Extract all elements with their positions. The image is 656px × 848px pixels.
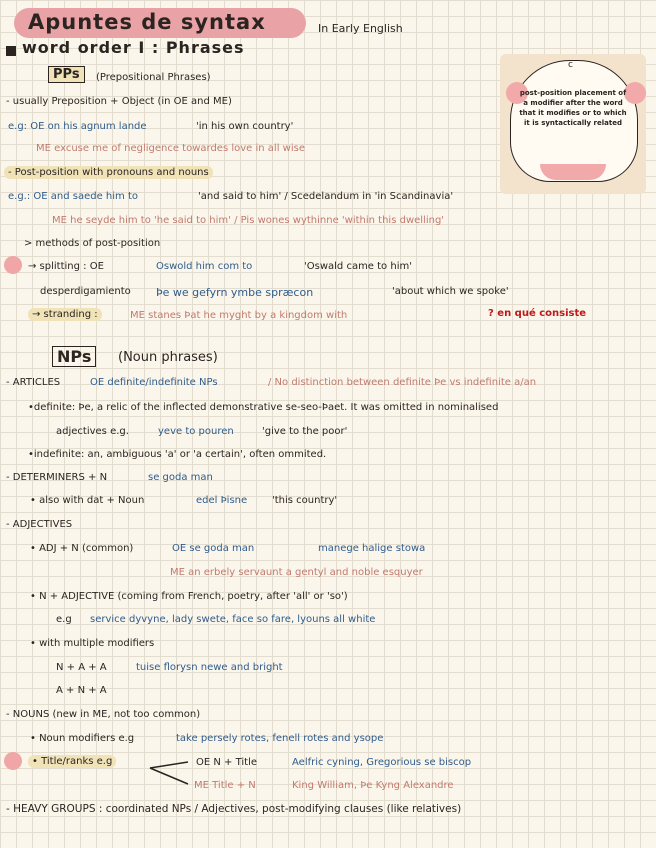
pps-box: PPs	[48, 66, 85, 83]
nps-subtitle: (Noun phrases)	[118, 350, 218, 365]
line-dat-noun-gloss: 'this country'	[272, 495, 338, 506]
line-adjectives-eg: adjectives e.g.	[56, 426, 129, 437]
section-heading-phrases: word order I : Phrases	[22, 38, 245, 57]
line-noun-modifiers: • Noun modifiers e.g	[30, 733, 135, 744]
line-adj-n-oe: OE se goda man	[172, 543, 255, 554]
line-postposition: - Post-position with pronouns and nouns	[4, 166, 213, 179]
line-stranding-ex: ME stanes Þat he myght by a kingdom with	[130, 310, 348, 321]
line-me-excuse: ME excuse me of negligence towardes love in all wise	[36, 143, 305, 154]
line-usually: - usually Preposition + Object (in OE and ME)	[6, 96, 232, 107]
pink-dot	[4, 256, 22, 274]
pink-dot-2	[4, 752, 22, 770]
line-title-me-ex: King William, Þe Kyng Alexandre	[292, 780, 454, 791]
line-multiple: • with multiple modifiers	[30, 638, 155, 649]
line-title-oe: OE N + Title	[196, 757, 258, 768]
line-naa: N + A + A	[56, 662, 107, 673]
line-eg-said-gloss: 'and said to him' / Scedelandum in 'in Scandinavia'	[198, 191, 454, 202]
line-desperdigamiento-ex: Þe we gefyrn ymbe spræcon	[156, 286, 314, 299]
line-noun-modifiers-ex: take persely rotes, fenell rotes and ysope	[176, 733, 384, 744]
sticker-text: post-position placement of a modifier after the word that it modifies or to which it is syntactically related	[519, 89, 627, 127]
line-eg-said: e.g.: OE and saede him to	[8, 191, 139, 202]
line-splitting: → splitting : OE	[28, 261, 104, 272]
line-splitting-gloss: 'Oswald came to him'	[304, 261, 412, 272]
line-desperdigamiento: desperdigamiento	[40, 286, 131, 297]
line-title-me: ME Title + N	[194, 780, 256, 791]
line-articles: - ARTICLES	[6, 377, 61, 388]
line-methods: > methods of post-position	[24, 238, 161, 249]
line-determiners: - DETERMINERS + N	[6, 472, 108, 483]
line-desperdigamiento-gloss: 'about which we spoke'	[392, 286, 509, 297]
line-title-ranks: • Title/ranks e.g	[28, 755, 116, 768]
line-nouns: - NOUNS (new in ME, not too common)	[6, 709, 201, 720]
line-eg-oe-gloss: 'in his own country'	[196, 121, 294, 132]
line-articles-oe: OE definite/indefinite NPs	[90, 377, 218, 388]
line-n-adj: • N + ADJECTIVE (coming from French, poetry, after 'all' or 'so')	[30, 591, 348, 602]
line-adj-n-oe2: manege halige stowa	[318, 543, 426, 554]
line-adjectives-gloss: 'give to the poor'	[262, 426, 348, 437]
line-adj-n-me: ME an erbely servaunt a gentyl and noble esquyer	[170, 567, 423, 578]
line-title-oe-ex: Aelfric cyning, Gregorious se biscop	[292, 757, 472, 768]
bullet-square	[6, 46, 16, 56]
pps-subtitle: (Prepositional Phrases)	[96, 72, 211, 83]
page-title: Apuntes de syntax	[28, 10, 266, 34]
line-indefinite: •indefinite: an, ambiguous 'a' or 'a certain', often ommited.	[28, 449, 327, 460]
line-me-seyde: ME he seyde him to 'he said to him' / Pis wones wythinne 'within this dwelling'	[52, 215, 445, 226]
line-dat-noun-ex: edel Þisne	[196, 495, 248, 506]
line-adjectives: - ADJECTIVES	[6, 519, 73, 530]
line-n-adj-eg: e.g	[56, 614, 72, 625]
sticker-mouth	[540, 164, 606, 180]
arrow-branch	[148, 756, 192, 790]
line-heavy-groups: - HEAVY GROUPS : coordinated NPs / Adjectives, post-modifying clauses (like relatives)	[6, 803, 462, 815]
sticker-letter: c	[568, 60, 573, 70]
line-stranding-question: ? en qué consiste	[488, 308, 587, 319]
line-dat-noun: • also with dat + Noun	[30, 495, 145, 506]
line-stranding: → stranding :	[28, 308, 102, 321]
line-adj-n: • ADJ + N (common)	[30, 543, 134, 554]
line-ana: A + N + A	[56, 685, 107, 696]
line-eg-oe: e.g: OE on his agnum lande	[8, 121, 147, 132]
line-articles-distinction: / No distinction between definite Þe vs indefinite a/an	[268, 377, 537, 388]
line-naa-ex: tuise florysn newe and bright	[136, 662, 283, 673]
line-definite: •definite: Þe, a relic of the inflected demonstrative se-seo-Þaet. It was omitted in nominalised	[28, 402, 499, 413]
line-splitting-ex: Oswold him com to	[156, 261, 253, 272]
nps-box: NPs	[52, 346, 96, 367]
line-determiners-ex: se goda man	[148, 472, 213, 483]
line-adjectives-ex: yeve to pouren	[158, 426, 234, 437]
page-subtitle: In Early English	[318, 22, 403, 35]
line-n-adj-ex: service dyvyne, lady swete, face so fare, lyouns all white	[90, 614, 376, 625]
